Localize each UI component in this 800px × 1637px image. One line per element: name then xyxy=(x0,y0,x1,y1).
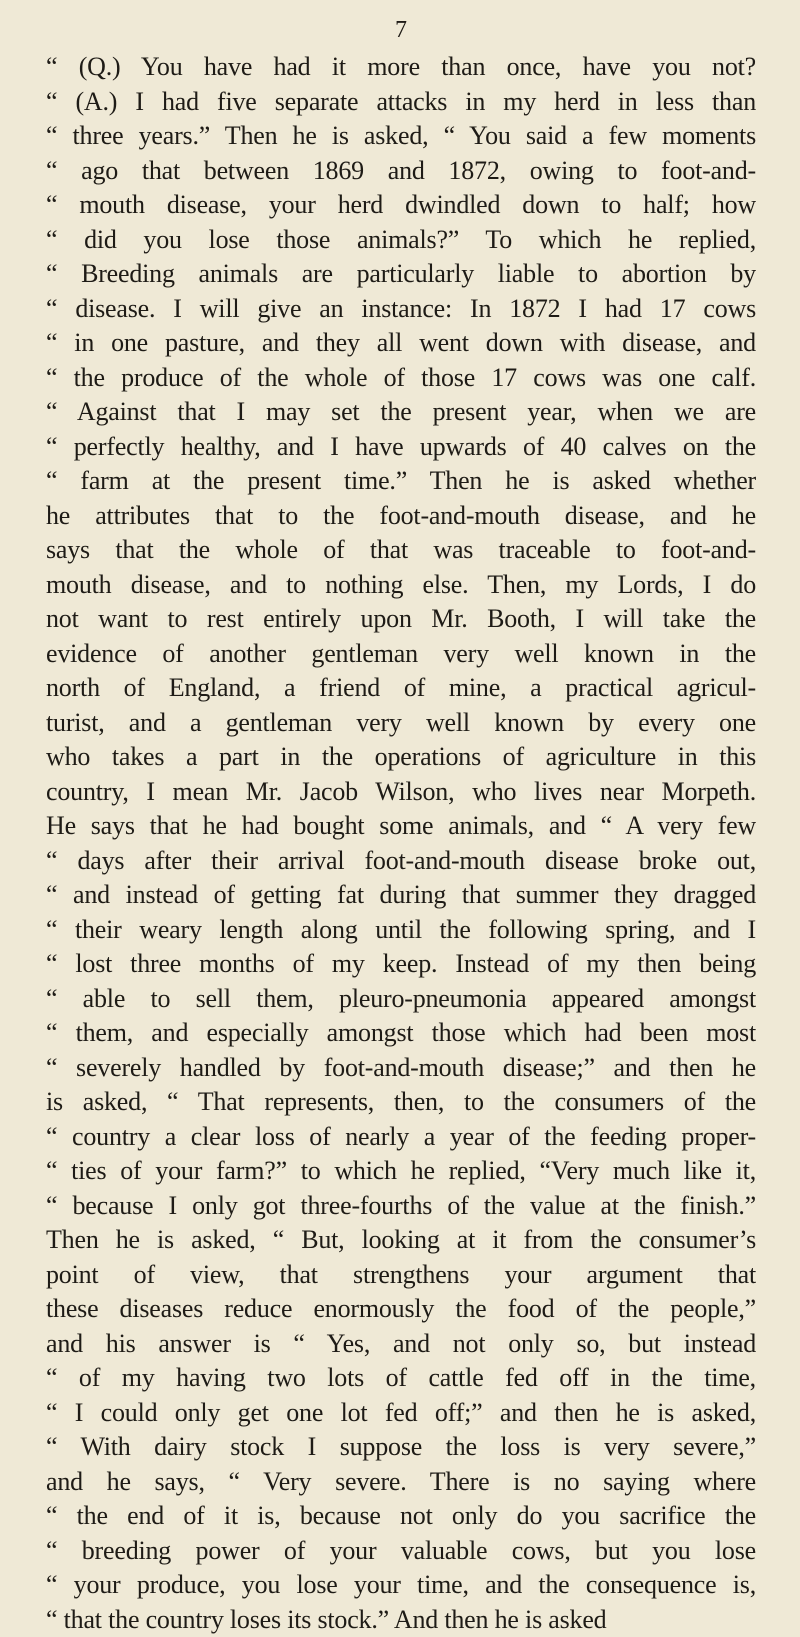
text-line: “ days after their arrival foot-and-mouth disease broke out, xyxy=(46,844,756,879)
text-line: “ because I only got three-fourths of the value at the finish.” xyxy=(46,1189,756,1224)
text-line: “ ago that between 1869 and 1872, owing to foot-and- xyxy=(46,154,756,189)
text-line: “ that the country loses its stock.” And then he is asked xyxy=(46,1603,756,1637)
text-line: “ lost three months of my keep. Instead of my then being xyxy=(46,947,756,982)
text-line: “ did you lose those animals?” To which he replied, xyxy=(46,223,756,258)
text-line: “ mouth disease, your herd dwindled down to half; how xyxy=(46,188,756,223)
body-text xyxy=(46,50,756,1637)
text-line: “ them, and especially amongst those which had been most xyxy=(46,1016,756,1051)
text-line: “ Against that I may set the present year, when we are xyxy=(46,395,756,430)
text-line: “ three years.” Then he is asked, “ You said a few moments xyxy=(46,119,756,154)
page-number: 7 xyxy=(46,18,756,48)
text-line: and his answer is “ Yes, and not only so, but instead xyxy=(46,1327,756,1362)
text-line: these diseases reduce enormously the food of the people,” xyxy=(46,1292,756,1327)
text-line: “ breeding power of your valuable cows, but you lose xyxy=(46,1534,756,1569)
text-line: evidence of another gentleman very well known in the xyxy=(46,637,756,672)
text-line: “ With dairy stock I suppose the loss is very severe,” xyxy=(46,1430,756,1465)
text-line: “ the end of it is, because not only do you sacrifice the xyxy=(46,1499,756,1534)
text-line: “ ties of your farm?” to which he replied, “Very much like it, xyxy=(46,1154,756,1189)
text-line: “ perfectly healthy, and I have upwards of 40 calves on the xyxy=(46,430,756,465)
text-line: “ I could only get one lot fed off;” and then he is asked, xyxy=(46,1396,756,1431)
text-line: “ the produce of the whole of those 17 cows was one calf. xyxy=(46,361,756,396)
text-line: he attributes that to the foot-and-mouth disease, and he xyxy=(46,499,756,534)
text-line: “ of my having two lots of cattle fed off in the time, xyxy=(46,1361,756,1396)
text-line: “ your produce, you lose your time, and the consequence is, xyxy=(46,1568,756,1603)
text-line: “ severely handled by foot-and-mouth disease;” and then he xyxy=(46,1051,756,1086)
text-line: “ farm at the present time.” Then he is asked whether xyxy=(46,464,756,499)
text-line: “ (Q.) You have had it more than once, have you not? xyxy=(46,50,756,85)
text-line: is asked, “ That represents, then, to the consumers of the xyxy=(46,1085,756,1120)
text-line: “ disease. I will give an instance: In 1872 I had 17 cows xyxy=(46,292,756,327)
text-line: “ (A.) I had five separate attacks in my herd in less than xyxy=(46,85,756,120)
text-line: who takes a part in the operations of agriculture in this xyxy=(46,740,756,775)
text-line: “ and instead of getting fat during that summer they dragged xyxy=(46,878,756,913)
text-line: Then he is asked, “ But, looking at it from the consumer’s xyxy=(46,1223,756,1258)
text-line: and he says, “ Very severe. There is no saying where xyxy=(46,1465,756,1500)
text-line: not want to rest entirely upon Mr. Booth, I will take the xyxy=(46,602,756,637)
text-line: turist, and a gentleman very well known by every one xyxy=(46,706,756,741)
text-line: “ in one pasture, and they all went down with disease, and xyxy=(46,326,756,361)
text-line: “ country a clear loss of nearly a year of the feeding proper- xyxy=(46,1120,756,1155)
text-line: north of England, a friend of mine, a practical agricul- xyxy=(46,671,756,706)
text-line: He says that he had bought some animals, and “ A very few xyxy=(46,809,756,844)
text-line: point of view, that strengthens your argument that xyxy=(46,1258,756,1293)
text-line: country, I mean Mr. Jacob Wilson, who lives near Morpeth. xyxy=(46,775,756,810)
text-line: mouth disease, and to nothing else. Then, my Lords, I do xyxy=(46,568,756,603)
text-line: says that the whole of that was traceable to foot-and- xyxy=(46,533,756,568)
text-line: “ Breeding animals are particularly liable to abortion by xyxy=(46,257,756,292)
text-line: “ able to sell them, pleuro-pneumonia appeared amongst xyxy=(46,982,756,1017)
text-line: “ their weary length along until the following spring, and I xyxy=(46,913,756,948)
